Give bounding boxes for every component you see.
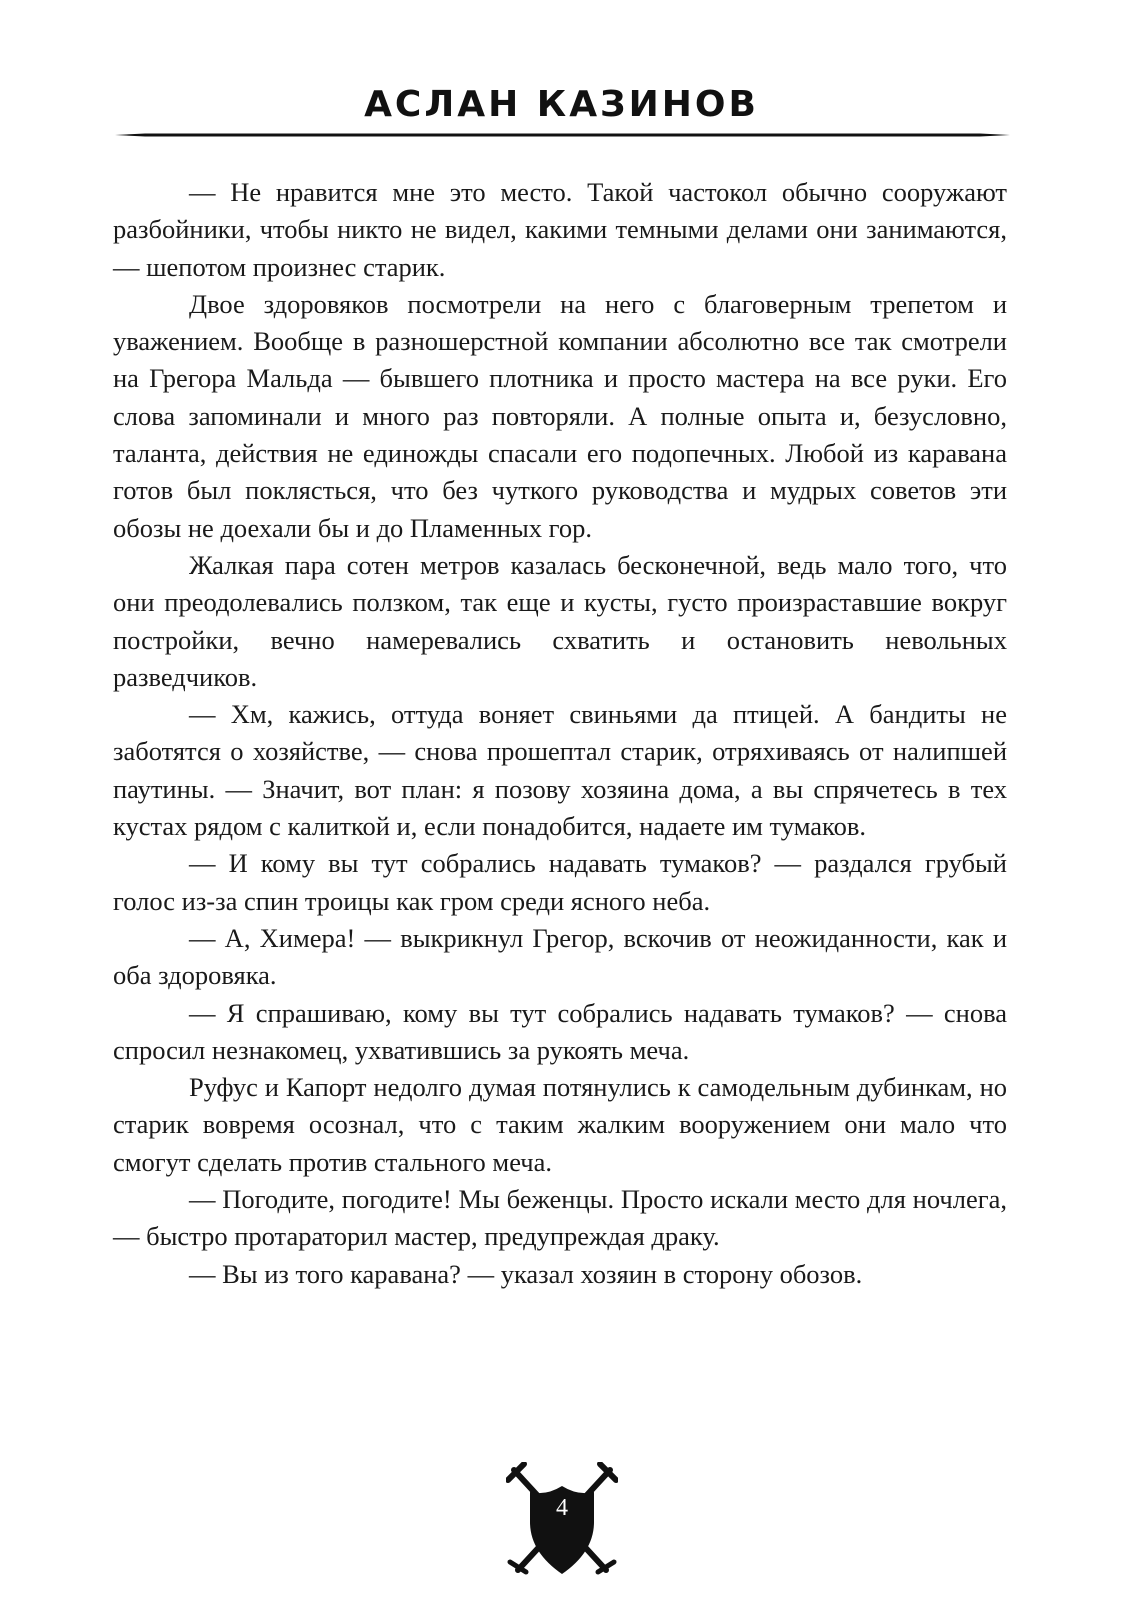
running-head-author: АСЛАН КАЗИНОВ	[364, 84, 759, 125]
paragraph: Руфус и Капорт недолго думая потянулись к самодельным дубинкам, но старик вовремя осознал, что с таким жалким вооружением они мало что смогут сделать против стального меча.	[113, 1072, 1007, 1177]
paragraph: — А, Химера! — выкрикнул Грегор, вскочив от неожиданности, как и оба здоровяка.	[113, 922, 1007, 991]
paragraph: — Хм, кажись, оттуда воняет свиньями да птицей. А бандиты не заботятся о хозяйстве, — снова прошептал старик, отряхиваясь от налипшей паутины. — Значит, вот план: я позову хозяина дома, а вы спрячетесь в тех кустах рядом с калиткой и, если понадобится, надаете им тумаков.	[113, 699, 1007, 842]
paragraph: — Не нравится мне это место. Такой частокол обычно сооружают разбойники, чтобы никто не видел, какими темными делами они занимаются, — шепотом произнес старик.	[113, 177, 1007, 282]
paragraph: Двое здоровяков посмотрели на него с благоверным трепетом и уважением. Вообще в разношерстной компании абсолютно все так смотрели на Грегора Мальда — бывшего плотника и просто мастера на все руки. Его слова запоминали и много раз повторяли. А полные опыта и, безусловно, таланта, действия не единожды спасали его подопечных. Любой из каравана готов был поклясться, что без чуткого руководства и мудрых советов эти обозы не доехали бы и до Пламенных гор.	[113, 288, 1007, 543]
paragraph: — Вы из того каравана? — указал хозяин в сторону обозов.	[189, 1258, 863, 1289]
paragraph: Жалкая пара сотен метров казалась бесконечной, ведь мало того, что они преодолевались ползком, так еще и кусты, густо произраставшие вокруг постройки, вечно намеревались схватить и остановить невольных разведчиков.	[113, 549, 1007, 692]
paragraph: — Погодите, погодите! Мы беженцы. Просто искали место для ночлега, — быстро протараторил мастер, предупреждая драку.	[113, 1184, 1007, 1252]
header-rule	[115, 133, 1010, 137]
crossed-swords-shield-icon	[506, 1462, 618, 1582]
body-text	[113, 174, 1007, 1293]
paragraph: — И кому вы тут собрались надавать тумаков? — раздался грубый голос из-за спин троицы как гром среди ясного неба.	[113, 848, 1007, 916]
paragraph: — Я спрашиваю, кому вы тут собрались надавать тумаков? — снова спросил незнакомец, ухватившись за рукоять меча.	[113, 997, 1007, 1065]
page-number: 4	[556, 1495, 568, 1521]
